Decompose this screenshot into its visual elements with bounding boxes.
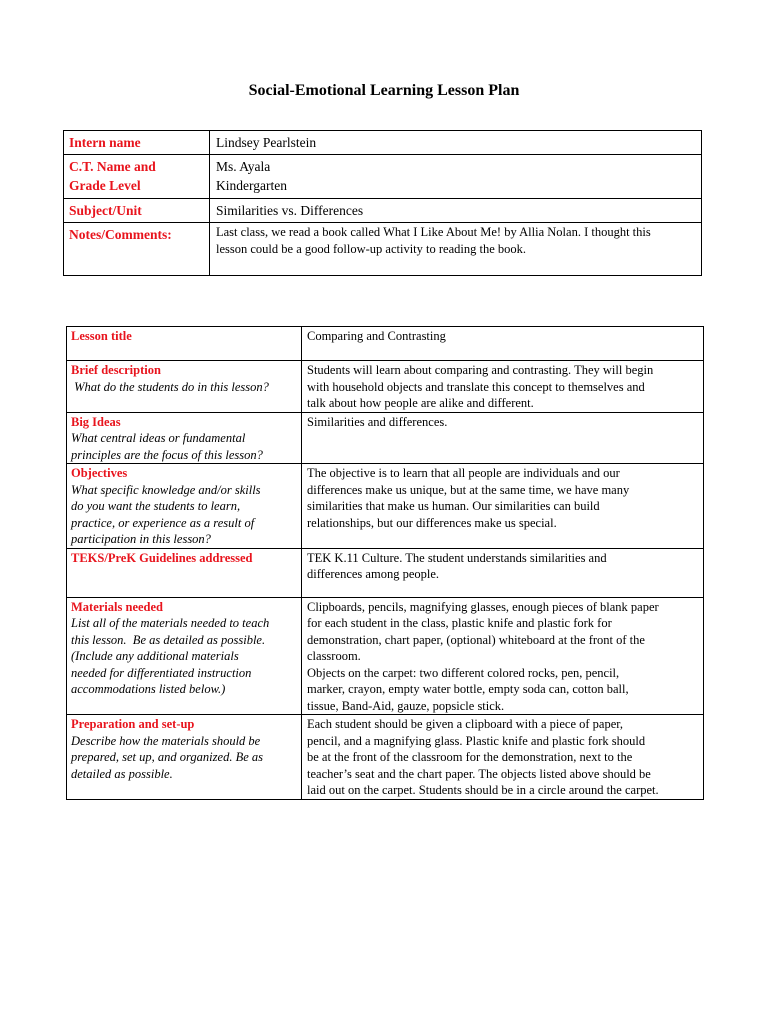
big-ideas-label-cell [67,412,302,464]
text-line: Each student should be given a clipboard with a piece of paper, [307,717,624,731]
table-row [67,548,704,597]
text-line: Similarities vs. Differences [216,203,364,218]
table-row [64,223,702,276]
objectives-content [302,464,704,549]
prompt-line: detailed as possible. [71,766,173,781]
table-row [67,361,704,413]
text-line: similarities that make us human. Our similarities can build [307,499,600,513]
materials-needed-label: Materials needed [71,599,163,614]
subject-unit-value [210,199,702,223]
prompt-line: What do the students do in this lesson? [71,379,269,394]
text-line: The objective is to learn that all people are individuals and our [307,466,620,480]
prompt-line: needed for differentiated instruction [71,665,252,680]
lesson-title-label: Lesson title [71,329,132,343]
prompt-line: (Include any additional materials [71,649,239,663]
prompt-line: accommodations listed below.) [71,682,226,696]
text-line: relationships, but our differences make us special. [307,515,557,530]
preparation-setup-label: Preparation and set-up [71,717,195,731]
lesson-plan-table [66,326,704,800]
prompt-line: What specific knowledge and/or skills [71,482,261,497]
text-line: tissue, Band-Aid, gauze, popsicle stick. [307,698,505,713]
text-line: talk about how people are alike and different. [307,396,534,410]
table-row [64,199,702,223]
lesson-title-content [302,327,704,361]
brief-description-content [302,361,704,413]
text-line: Kindergarten [216,178,287,193]
objectives-label-cell [67,464,302,549]
text-line: differences among people. [307,567,440,581]
ct-name-value [210,155,702,199]
text-line: Last class, we read a book called What I Like About Me! by Allia Nolan. I thought this [216,225,651,239]
text-line: Clipboards, pencils, magnifying glasses, enough pieces of blank paper [307,599,659,614]
text-line: Lindsey Pearlstein [216,135,317,150]
materials-needed-label-cell [67,597,302,715]
prompt-line: participation in this lesson? [71,532,211,546]
table-row [64,155,702,199]
text-line: with household objects and translate this concept to themselves and [307,379,645,394]
prompt-line: practice, or experience as a result of [71,515,255,530]
text-line: classroom. [307,649,361,663]
prompt-line: Describe how the materials should be [71,733,261,748]
big-ideas-label: Big Ideas [71,414,121,429]
page-title: Social-Emotional Learning Lesson Plan [248,82,520,99]
intern-name-value [210,131,702,155]
text-line: laid out on the carpet. Students should be in a circle around the carpet. [307,783,659,797]
subject-unit-label: Subject/Unit [64,199,210,223]
lesson-title-label-cell [67,327,302,361]
text-line: teacher’s seat and the chart paper. The objects listed above should be [307,766,651,781]
table-row [64,131,702,155]
text-line: Similarities and differences. [307,414,448,429]
teks-guidelines-label: TEKS/PreK Guidelines addressed [71,550,253,565]
text-line: Grade Level [69,178,141,193]
ct-name-label [64,155,210,199]
text-line: lesson could be a good follow-up activity to reading the book. [216,242,527,256]
text-line: marker, crayon, empty water bottle, empty soda can, cotton ball, [307,682,629,696]
notes-value [210,223,702,276]
prompt-line: this lesson. Be as detailed as possible. [71,632,266,647]
preparation-setup-content [302,715,704,800]
info-table [63,130,702,276]
prompt-line: prepared, set up, and organized. Be as [71,750,263,764]
text-line: differences make us unique, but at the same time, we have many [307,482,630,497]
prompt-line: do you want the students to learn, [71,499,241,513]
brief-description-label: Brief description [71,363,161,377]
teks-guidelines-content [302,548,704,597]
text-line: be at the front of the classroom for the demonstration, next to the [307,750,633,764]
intern-name-label: Intern name [64,131,210,155]
big-ideas-content [302,412,704,464]
prompt-line: principles are the focus of this lesson? [71,447,263,462]
text-line: Ms. Ayala [216,159,271,174]
text-line: Comparing and Contrasting [307,329,446,343]
table-row [67,715,704,800]
objectives-label: Objectives [71,466,128,480]
table-row [67,327,704,361]
text-line: TEK K.11 Culture. The student understands similarities and [307,550,607,565]
materials-needed-content [302,597,704,715]
prompt-line: What central ideas or fundamental [71,431,246,445]
text-line: pencil, and a magnifying glass. Plastic knife and plastic fork should [307,733,646,748]
text-line: C.T. Name and [69,159,156,174]
table-row [67,464,704,549]
table-row [67,412,704,464]
text-line: for each student in the class, plastic knife and plastic fork for [307,616,612,630]
prompt-line: List all of the materials needed to teach [71,616,270,630]
text-line: Objects on the carpet: two different colored rocks, pen, pencil, [307,665,620,680]
preparation-setup-label-cell [67,715,302,800]
table-row [67,597,704,715]
text-line: demonstration, chart paper, (optional) whiteboard at the front of the [307,632,645,647]
text-line: Students will learn about comparing and contrasting. They will begin [307,363,654,377]
teks-guidelines-label-cell [67,548,302,597]
notes-label: Notes/Comments: [64,223,210,276]
brief-description-label-cell [67,361,302,413]
